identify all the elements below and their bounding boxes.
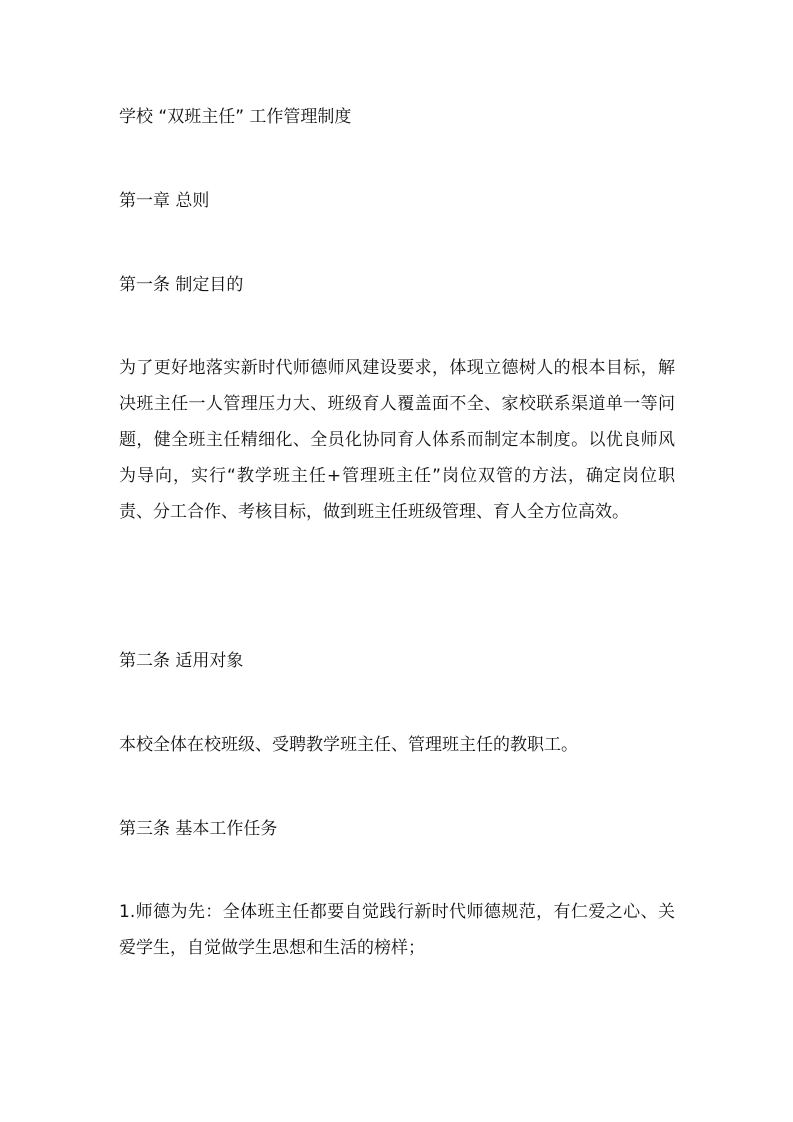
document-title: 学校 “双班主任” 工作管理制度 <box>119 107 352 127</box>
article-3-heading: 第三条 基本工作任务 <box>119 819 278 839</box>
chapter-1-heading: 第一章 总则 <box>119 191 210 211</box>
article-3-item-1: 1.师德为先：全体班主任都要自觉践行新时代师德规范，有仁爱之心、关爱学生，自觉做学生思想和生活的榜样； <box>119 902 675 958</box>
article-1-paragraph: 为了更好地落实新时代师德师风建设要求，体现立德树人的根本目标，解决班主任一人管理压力大、班级育人覆盖面不全、家校联系渠道单一等问题，健全班主任精细化、全员化协同育人体系而制定本制度。以优良师风为导向，实行“教学班主任+管理班主任”岗位双管的方法，确定岗位职责、分工合作、考核目标，做到班主任班级管理、育人全方位高效。 <box>119 358 675 522</box>
article-1-heading: 第一条 制定目的 <box>119 275 244 295</box>
article-2-heading: 第二条 适用对象 <box>119 651 244 671</box>
article-2-paragraph: 本校全体在校班级、受聘教学班主任、管理班主任的教职工。 <box>119 735 578 755</box>
